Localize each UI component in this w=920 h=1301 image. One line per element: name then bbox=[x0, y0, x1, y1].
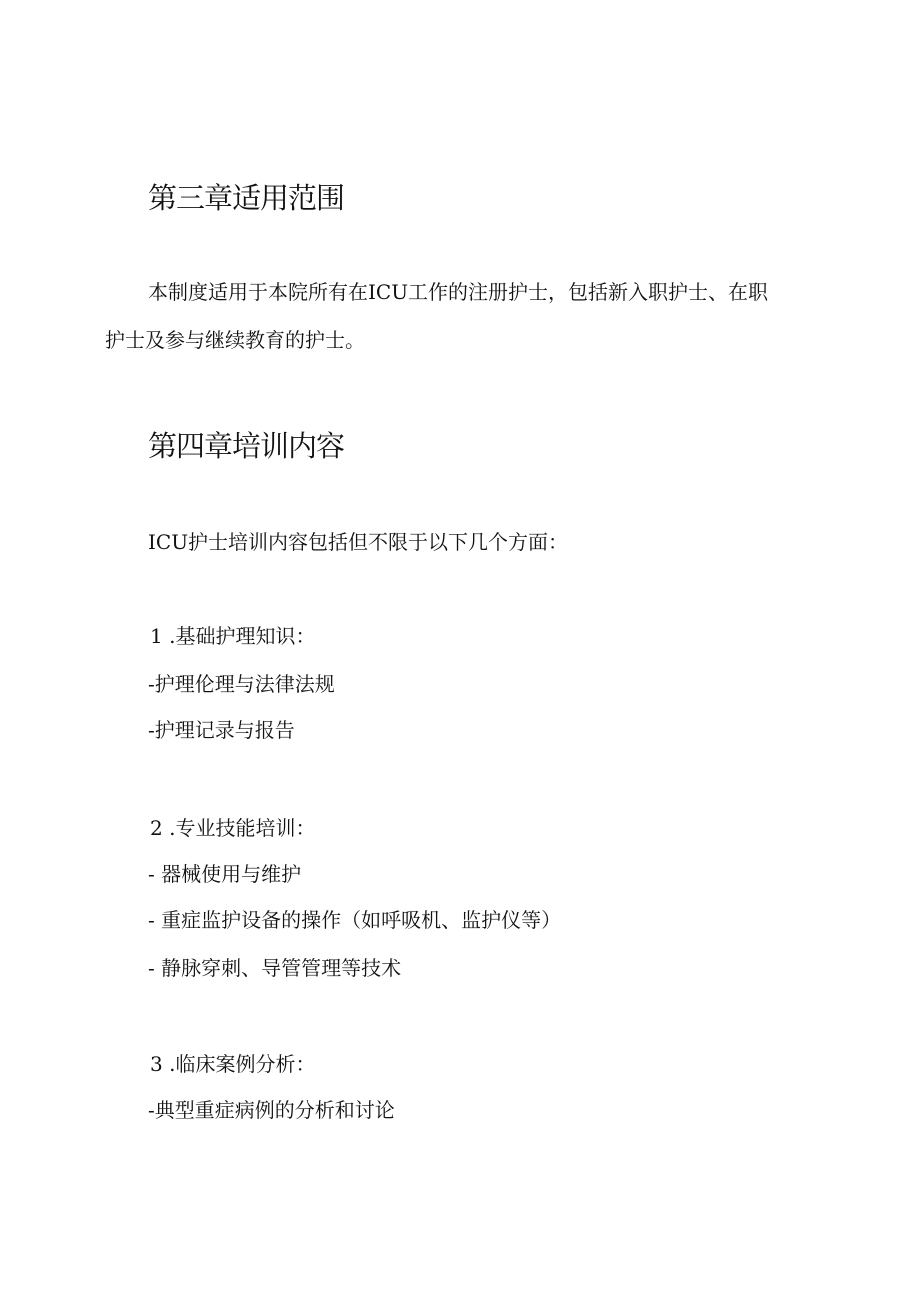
chapter-3-heading: 第三章适用范围 bbox=[148, 181, 345, 215]
section-1-heading: 1 .基础护理知识： bbox=[150, 624, 316, 648]
section-1-item: -护理记录与报告 bbox=[148, 718, 295, 742]
section-2-item: - 静脉穿刺、导管管理等技术 bbox=[148, 956, 402, 980]
section-2-item: - 重症监护设备的操作（如呼吸机、监护仪等） bbox=[148, 908, 562, 932]
chapter-4-heading: 第四章培训内容 bbox=[148, 429, 345, 463]
section-3-heading: 3 .临床案例分析： bbox=[150, 1052, 316, 1076]
section-3-item: -典型重症病例的分析和讨论 bbox=[148, 1098, 395, 1122]
chapter-3-body-line-1: 本制度适用于本院所有在ICU工作的注册护士，包括新入职护士、在职 bbox=[148, 280, 769, 304]
section-1-item: -护理伦理与法律法规 bbox=[148, 672, 335, 696]
section-2-heading: 2 .专业技能培训： bbox=[150, 816, 316, 840]
chapter-4-intro: ICU护士培训内容包括但不限于以下几个方面： bbox=[148, 530, 569, 554]
chapter-3-body-line-2: 护士及参与继续教育的护士。 bbox=[105, 328, 365, 352]
section-2-item: - 器械使用与维护 bbox=[148, 862, 302, 886]
